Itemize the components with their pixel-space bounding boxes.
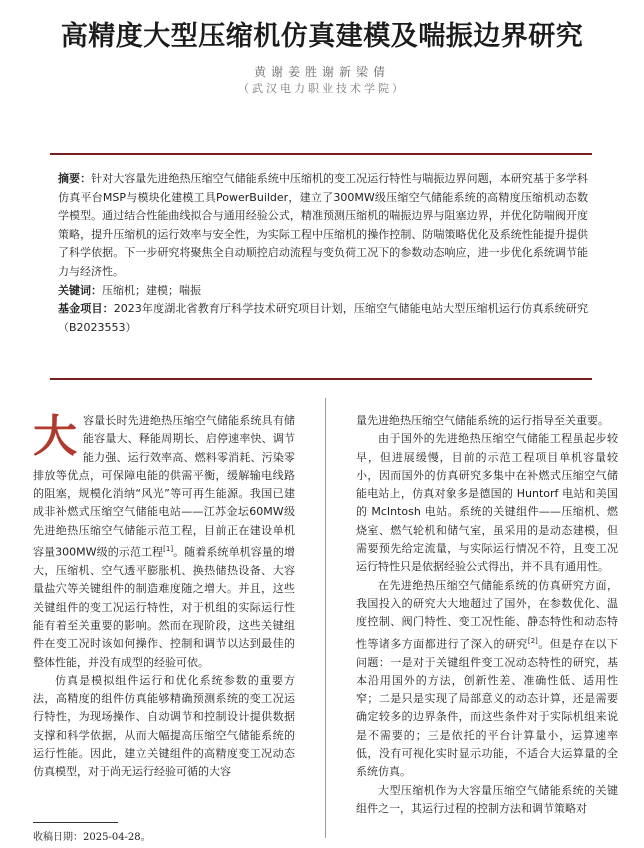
paper-affiliation: （武汉电力职业技术学院） bbox=[238, 82, 406, 95]
fund-line bbox=[58, 300, 588, 337]
abstract-top-rule bbox=[50, 153, 592, 155]
abstract-paragraph bbox=[58, 170, 588, 282]
keywords-label: 关键词： bbox=[58, 283, 102, 297]
paper-title: 高精度大型压缩机仿真建模及喘振边界研究 bbox=[60, 21, 584, 52]
abstract-bottom-rule bbox=[50, 378, 592, 380]
paper-authors: 黄谢姜胜谢新梁倩 bbox=[253, 65, 390, 79]
abstract-label: 摘要： bbox=[58, 172, 92, 185]
right-paragraph-2 bbox=[356, 577, 618, 782]
column-divider bbox=[325, 398, 326, 838]
keywords-line bbox=[58, 282, 588, 301]
right-paragraph-1: 由于国外的先进绝热压缩空气储能工程虽起步较早，但进展缓慢，目前的示范工程项目单机容量较小，因而国外的仿真研究多集中在补燃式压缩空气储能电站上，仿真对象多是德国的 Huntorf 电站和美国的 McIntosh 电站。系统的关键组件——压缩机、燃烧室、燃气轮机和储气室，虽采用的是动态建模，但需要预先给定流量，与实际运行情况不符，且变工况运行特性只是依据经验公式得出，并不具有通用性。 bbox=[356, 432, 618, 574]
left-p1-text: 容量长时先进绝热压缩空气储能系统具有储能容量大、释能周期长、启停速率快、调节能力强、运行效率高、燃料零消耗、污染零排放等优点，可保障电能的供需平衡，缓解输电线路的阻塞，规模化消纳“风光”等可再生能源。我国已建成非补燃式压缩空气储能电站——江苏金坛60MW级先进绝热压缩空气储能示范工程，目前正在建设单机容量300MW级的示范工程 bbox=[33, 414, 295, 559]
right-paragraph-3: 大型压缩机作为大容量压缩空气储能系统的关键组件之一，其运行过程的控制方法和调节策略对 bbox=[356, 783, 618, 815]
drop-cap: 大 bbox=[33, 411, 77, 462]
left-p1-tail: 。随着系统单机容量的增大，压缩机、空气透平膨胀机、换热储热设备、大容量盐穴等关键组件的制造难度随之增大。并且，这些关键组件的变工况运行特性，对于机组的实际运行性能有着至关重要的影响。然而在现阶段，这些关键组件在变工况时该如何操作、控制和调节以达到最佳的整体性能，并没有成型的经验可依。 bbox=[33, 545, 295, 669]
left-paragraph-1 bbox=[33, 412, 295, 672]
citation-2: [2] bbox=[527, 636, 538, 645]
citation-1: [1] bbox=[163, 545, 174, 554]
abstract-block bbox=[58, 170, 588, 337]
right-column bbox=[356, 412, 618, 818]
fund-text: 2023年度湖北省教育厅科学技术研究项目计划，压缩空气储能电站大型压缩机运行仿真系统研究（B2023553） bbox=[58, 302, 588, 334]
left-paragraph-2: 仿真是模拟组件运行和优化系统参数的重要方法，高精度的组件仿真能够精确预测系统的变工况运行特性，为现场操作、自动调节和控制设计提供数据支撑和科学依据，从而大幅提高压缩空气储能系统的运行性能。因此，建立关键组件的高精度变工况动态仿真模型，对于尚无运行经验可循的大容 bbox=[33, 673, 295, 779]
received-date-footnote: 收稿日期：2025-04-28。 bbox=[33, 832, 151, 843]
right-p2-text: 在先进绝热压缩空气储能系统的仿真研究方面，我国投入的研究大大地超过了国外，在参数优化、温度控制、阀门特性、变工况性能、静态特性和动态特性等诸多方面都进行了深入的研究 bbox=[356, 578, 618, 651]
fund-label: 基金项目： bbox=[58, 302, 114, 316]
right-p2-tail: 。但是存在以下问题：一是对于关键组件变工况动态特性的研究，基本沿用国外的方法，创新性差、准确性低、适用性窄；二是只是实现了局部意义的动态计算，还是需要确定较多的边界条件，而这些条件对于实际机组来说是不需要的；三是依托的平台计算量小，运算速率低，没有可视化实时显示功能，不适合大运算量的全系统仿真。 bbox=[356, 637, 619, 779]
keywords-text: 压缩机；建模；喘振 bbox=[102, 283, 201, 297]
right-paragraph-0: 量先进绝热压缩空气储能系统的运行指导至关重要。 bbox=[356, 414, 609, 427]
left-column bbox=[33, 412, 295, 782]
abstract-text: 针对大容量先进绝热压缩空气储能系统中压缩机的变工况运行特性与喘振边界问题，本研究基于多学科仿真平台MSP与模块化建模工具PowerBuilder，建立了300MW级压缩空气储能系统的高精度压缩机动态数学模型。通过结合性能曲线拟合与通用经验公式，精准预测压缩机的喘振边界与阻塞边界，并优化防喘阀开度策略，提升压缩机的运行效率与安全性，为实际工程中压缩机的操作控制、防喘策略优化及系统性能提升提供了科学依据。下一步研究将聚焦全自动顺控启动流程与变负荷工况下的参数动态响应，进一步优化系统调节能力与经济性。 bbox=[58, 172, 589, 278]
footnote-rule bbox=[33, 822, 118, 823]
